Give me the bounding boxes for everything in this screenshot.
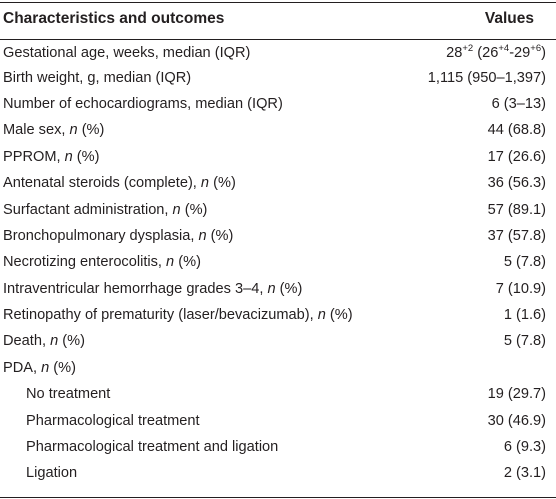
row-value: 1,115 (950–1,397) xyxy=(427,69,546,86)
row-label xyxy=(0,407,398,433)
value-part: -29 xyxy=(509,45,531,62)
row-value: 2 (3.1) xyxy=(503,465,546,482)
row-label-italic: n xyxy=(198,227,207,244)
row-label xyxy=(0,38,398,64)
row-label-suffix: (%) xyxy=(72,148,100,165)
row-label-suffix: (%) xyxy=(58,333,85,350)
table-row xyxy=(0,38,556,64)
row-label-text: No treatment xyxy=(26,386,111,403)
row-value: 1 (1.6) xyxy=(503,307,546,324)
row-label-text: Pharmacological treatment xyxy=(26,412,200,429)
row-value: 57 (89.1) xyxy=(487,201,546,218)
row-value xyxy=(398,38,556,64)
row-label-italic: n xyxy=(69,122,78,139)
value-part: 28 xyxy=(446,45,463,62)
row-label-suffix: (%) xyxy=(275,280,303,297)
table-row xyxy=(0,276,556,302)
table-row xyxy=(0,117,556,143)
row-label-text: PDA, xyxy=(3,359,42,376)
column-header-characteristics: Characteristics and outcomes xyxy=(3,10,225,27)
row-label-text: Gestational age, weeks, median (IQR) xyxy=(3,45,251,62)
row-label xyxy=(0,328,398,354)
row-label-text: Antenatal steroids (complete), xyxy=(3,175,201,192)
row-label-text: Retinopathy of prematurity (laser/bevacizumab), xyxy=(3,307,318,324)
row-label-italic: n xyxy=(317,307,326,324)
row-label-text: Necrotizing enterocolitis, xyxy=(3,254,167,271)
row-label-text: Male sex, xyxy=(3,122,70,139)
row-label xyxy=(0,223,398,249)
row-label-italic: n xyxy=(166,254,175,271)
row-label-text: Birth weight, g, median (IQR) xyxy=(3,69,192,86)
row-label xyxy=(0,196,398,222)
table-row xyxy=(0,249,556,275)
row-label xyxy=(0,170,398,196)
row-value: 6 (3–13) xyxy=(491,95,546,112)
row-label-italic: n xyxy=(267,280,276,297)
row-label xyxy=(0,91,398,117)
row-label-text: PPROM, xyxy=(3,148,65,165)
row-value xyxy=(398,355,556,381)
table-row xyxy=(0,64,556,90)
table-row xyxy=(0,170,556,196)
row-label-suffix: (%) xyxy=(180,201,208,218)
row-value: 7 (10.9) xyxy=(495,280,546,297)
row-value: 44 (68.8) xyxy=(487,122,546,139)
table-row xyxy=(0,91,556,117)
row-label-italic: n xyxy=(200,175,210,192)
row-value: 19 (29.7) xyxy=(487,386,546,403)
table-row xyxy=(0,223,556,249)
table-row xyxy=(0,355,556,381)
row-label xyxy=(0,460,398,486)
row-value: 5 (7.8) xyxy=(503,333,546,350)
table-row xyxy=(0,302,556,328)
row-value: 36 (56.3) xyxy=(487,175,546,192)
table-row xyxy=(0,328,556,354)
table-row xyxy=(0,144,556,170)
table-header-row xyxy=(0,0,556,38)
row-label-text: Number of echocardiograms, median (IQR) xyxy=(3,95,283,112)
row-value: 5 (7.8) xyxy=(503,254,546,271)
row-label-italic: n xyxy=(41,359,50,376)
row-label-italic: n xyxy=(50,333,59,350)
row-label xyxy=(0,64,398,90)
row-label-suffix: (%) xyxy=(325,307,353,324)
row-label xyxy=(0,381,398,407)
row-label xyxy=(0,117,398,143)
row-label-text: Pharmacological treatment and ligation xyxy=(26,439,279,456)
row-label xyxy=(0,276,398,302)
table-row xyxy=(0,407,556,433)
row-label-suffix: (%) xyxy=(174,254,201,271)
row-label-text: Death, xyxy=(3,333,51,350)
row-label xyxy=(0,302,398,328)
row-label xyxy=(0,144,398,170)
value-superscript: +2 xyxy=(462,43,474,55)
table-bottom-rule xyxy=(0,497,556,498)
table-row xyxy=(0,381,556,407)
value-part: (26 xyxy=(473,45,499,62)
row-label xyxy=(0,355,398,381)
row-label-suffix: (%) xyxy=(206,227,234,244)
value-superscript: +6 xyxy=(530,43,542,55)
row-label-text: Ligation xyxy=(26,465,78,482)
row-value: 17 (26.6) xyxy=(487,148,546,165)
row-label xyxy=(0,434,398,460)
row-label-text: Surfactant administration, xyxy=(3,201,173,218)
row-label xyxy=(0,249,398,275)
row-label-italic: n xyxy=(64,148,73,165)
column-header-values: Values xyxy=(484,10,534,27)
row-label-text: Intraventricular hemorrhage grades 3–4, xyxy=(3,280,268,297)
value-part: ) xyxy=(541,45,546,62)
row-label-suffix: (%) xyxy=(77,122,105,139)
table-row xyxy=(0,434,556,460)
value-superscript: +4 xyxy=(498,43,510,55)
row-value: 30 (46.9) xyxy=(487,412,546,429)
row-label-suffix: (%) xyxy=(209,175,236,192)
row-label-text: Bronchopulmonary dysplasia, xyxy=(3,227,199,244)
row-label-italic: n xyxy=(172,201,181,218)
table-row xyxy=(0,196,556,222)
row-label-suffix: (%) xyxy=(49,359,77,376)
row-value: 6 (9.3) xyxy=(503,439,546,456)
table-row xyxy=(0,460,556,486)
row-value: 37 (57.8) xyxy=(487,227,546,244)
